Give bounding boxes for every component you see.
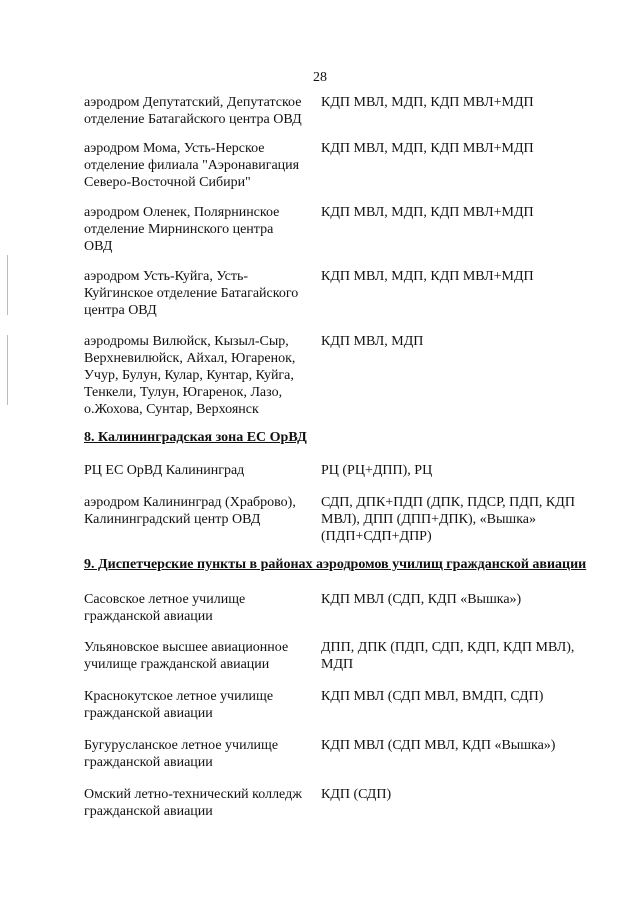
- scan-mark: [7, 335, 8, 405]
- service-units: КДП МВЛ, МДП: [321, 334, 424, 349]
- scan-mark: [7, 255, 8, 315]
- section-heading: 8. Калининградская зона ЕС ОрВД: [84, 430, 307, 445]
- aerodrome-name: аэродром Калининград (Храброво), Калининградский центр ОВД: [84, 495, 296, 527]
- service-units: КДП МВЛ, МДП, КДП МВЛ+МДП: [321, 95, 534, 110]
- service-units: КДП МВЛ (СДП, КДП «Вышка»): [321, 592, 522, 607]
- service-units: КДП МВЛ, МДП, КДП МВЛ+МДП: [321, 269, 534, 284]
- page-number: 28: [313, 70, 327, 85]
- school-name: Бугурусланское летное училище гражданской авиации: [84, 738, 279, 770]
- school-name: Краснокутское летное училище гражданской авиации: [84, 689, 274, 721]
- service-units: КДП МВЛ, МДП, КДП МВЛ+МДП: [321, 205, 534, 220]
- aerodrome-name: аэродром Депутатский, Депутатское отделение Батагайского центра ОВД: [84, 95, 302, 127]
- service-units: КДП МВЛ (СДП МВЛ, КДП «Вышка»): [321, 738, 556, 753]
- service-units: ДПП, ДПК (ПДП, СДП, КДП, КДП МВЛ), МДП: [321, 640, 575, 672]
- service-units: КДП МВЛ (СДП МВЛ, ВМДП, СДП): [321, 689, 544, 704]
- service-units: СДП, ДПК+ПДП (ДПК, ПДСР, ПДП, КДП МВЛ), ДПП (ДПП+ДПК), «Вышка» (ПДП+СДП+ДПР): [321, 495, 575, 544]
- aerodrome-name: аэродром Оленек, Полярнинское отделение Мирнинского центра ОВД: [84, 205, 280, 254]
- school-name: Сасовское летное училище гражданской авиации: [84, 592, 246, 624]
- service-units: КДП МВЛ, МДП, КДП МВЛ+МДП: [321, 141, 534, 156]
- school-name: Ульяновское высшее авиационное училище гражданской авиации: [84, 640, 289, 672]
- aerodrome-name: аэродром Мома, Усть-Нерское отделение филиала "Аэронавигация Северо-Восточной Сибири": [84, 141, 300, 190]
- school-name: Омский летно-технический колледж гражданской авиации: [84, 787, 302, 819]
- service-units: КДП (СДП): [321, 787, 392, 802]
- section-heading: 9. Диспетчерские пункты в районах аэродромов училищ гражданской авиации: [84, 557, 587, 572]
- aerodrome-name: аэродромы Вилюйск, Кызыл-Сыр, Верхневилюйск, Айхал, Югаренок, Учур, Булун, Кулар, Кунтар, Куйга, Тенкели, Тулун, Югаренок, Лазо, о.Жохова, Сунтар, Верхоянск: [84, 334, 296, 417]
- unit-name: РЦ ЕС ОрВД Калининград: [84, 463, 245, 478]
- service-units: РЦ (РЦ+ДПП), РЦ: [321, 463, 433, 478]
- aerodrome-name: аэродром Усть-Куйга, Усть- Куйгинское отделение Батагайского центра ОВД: [84, 269, 299, 318]
